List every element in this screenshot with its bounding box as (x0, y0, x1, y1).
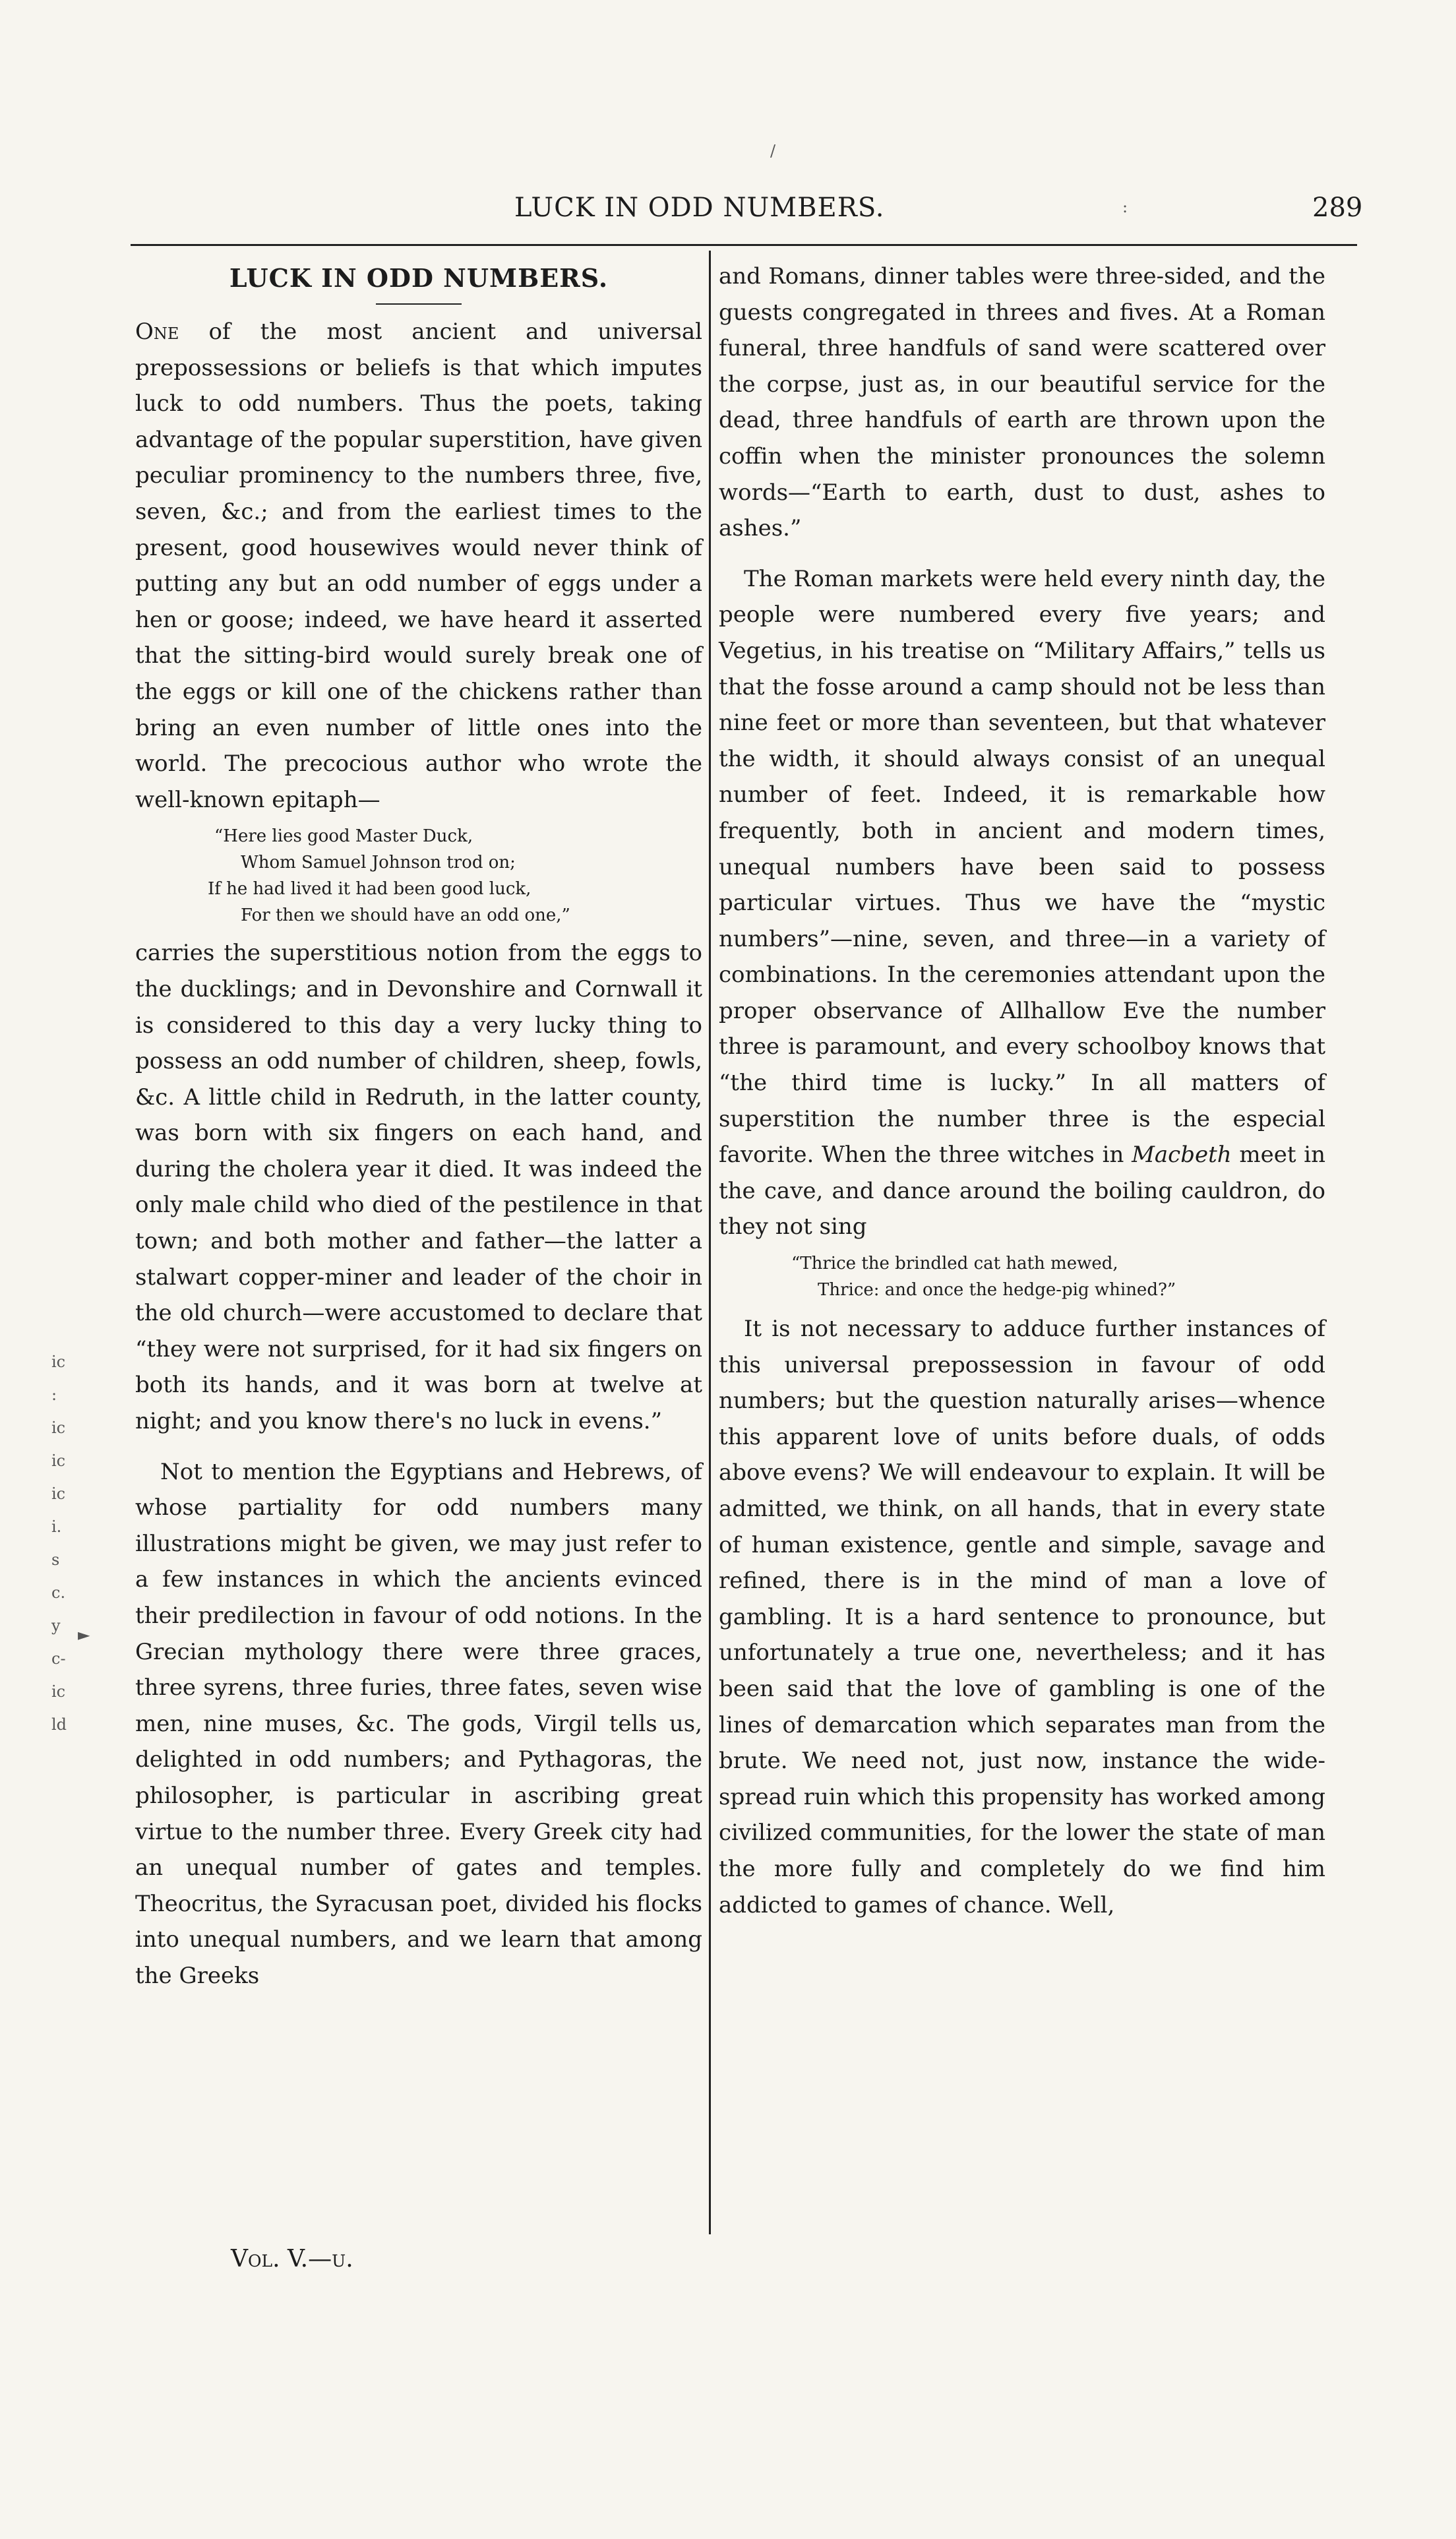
print-speck: ► (78, 1626, 90, 1644)
epitaph-verse (135, 823, 702, 929)
paragraph-romans: and Romans, dinner tables were three-sided, and the guests congregated in threes and fives. At a Roman funeral, three handfuls of sand were scattered over the corpse, just as, in our beautiful service for the dead, three handfuls of earth are thrown upon the coffin when the minister pronounces the solemn words—“Earth to earth, dust to dust, ashes to ashes.” (719, 263, 1325, 542)
margin-fragment: ic (51, 1682, 66, 1701)
margin-fragment: c- (51, 1649, 66, 1668)
italic-title: Macbeth (1132, 1142, 1232, 1169)
paragraph-devonshire: carries the superstitious notion from the eggs to the ducklings; and in Devonshire and Cornwall it is considered to this day a very lucky thing to possess an odd number of children, sheep, fowls, &c. A little child in Redruth, in the latter county, was born with six fingers on each hand, and during the cholera year it died. It was indeed the only male child who died of the pestilence in that town; and both mother and father—the latter a stalwart copper-miner and leader of the choir in the old church—were accustomed to declare that “they were not surprised, for it had six fingers on both its hands, and it was born at twelve at night; and you know there's no luck in evens.” (135, 940, 702, 1435)
verse-line: “Here lies good Master Duck, (214, 826, 473, 847)
volume-signature: Vol. V.—u. (231, 2246, 353, 2273)
header-rule (131, 244, 1357, 246)
margin-fragment: c. (51, 1583, 66, 1602)
paragraph-egyptians: Not to mention the Egyptians and Hebrews, of whose partiality for odd numbers many illustrations might be given, we may just refer to a few instances in which the ancients evinced their predilection in favour of odd notions. In the Grecian mythology there were three graces, three syrens, three furies, three fates, seven wise men, nine muses, &c. The gods, Virgil tells us, delighted in odd numbers; and Pythagoras, the philosopher, is particular in ascribing great virtue to the number three. Every Greek city had an unequal number of gates and temples. Theocritus, the Syracusan poet, divided his flocks into unequal numbers, and we learn that among the Greeks (135, 1458, 702, 1989)
running-head: LUCK IN ODD NUMBERS. (514, 193, 885, 223)
page-number: 289 (1312, 193, 1363, 223)
verse-line: Whom Samuel Johnson trod on; (241, 853, 516, 873)
margin-fragment: y (51, 1616, 61, 1635)
article-title: LUCK IN ODD NUMBERS. (229, 263, 609, 293)
verse-line: If he had lived it had been good luck, (208, 879, 531, 900)
dropcap-word: One (135, 319, 179, 345)
margin-fragment: s (51, 1550, 60, 1569)
left-column (135, 259, 702, 1994)
margin-fragment: ic (51, 1484, 66, 1503)
title-rule (376, 303, 462, 305)
print-speck: / (770, 142, 776, 160)
margin-fragment: ic (51, 1353, 66, 1371)
verse-line: For then we should have an odd one,” (241, 905, 570, 926)
verse-line: “Thrice the brindled cat hath mewed, (791, 1254, 1118, 1274)
paragraph-gambling: It is not necessary to adduce further instances of this universal prepossession in favour of odd numbers; but the question naturally arises—whence this apparent love of units before duals, of odds above evens? We will endeavour to explain. It will be admitted, we think, on all hands, that in every state of human existence, gentle and simple, savage and refined, there is in the mind of man a love of gambling. It is a hard sentence to pronounce, but unfortunately a true one, nevertheless; and it has been said that the love of gambling is one of the lines of demarcation which separates man from the brute. We need not, just now, instance the wide-spread ruin which this propensity has worked among civilized communities, for the lower the state of man the more fully and completely do we find him addicted to games of chance. Well, (719, 1316, 1325, 1918)
witches-verse (719, 1250, 1325, 1303)
margin-fragment: ic (51, 1419, 66, 1437)
margin-fragment: ic (51, 1452, 66, 1470)
verse-line: Thrice: and once the hedge-pig whined?” (818, 1280, 1176, 1300)
margin-fragments (51, 1345, 67, 1741)
column-divider (709, 251, 711, 2234)
right-column (719, 259, 1325, 1923)
paragraph-markets (719, 561, 1325, 1245)
margin-fragment: : (51, 1386, 57, 1404)
paragraph-text: The Roman markets were held every ninth day, the people were numbered every five years; and Vegetius, in his treatise on “Military Affairs,” tells us that the fosse around a camp should not be less than nine feet or more than seventeen, but that whatever the width, it should always consist of an unequal number of feet. Indeed, it is remarkable how frequently, both in ancient and modern times, unequal numbers have been said to possess particular virtues. Thus we have the “mystic numbers”—nine, seven, and three—in a variety of combinations. In the ceremonies attendant upon the proper observance of Allhallow Eve the number three is paramount, and every schoolboy knows that “the third time is lucky.” In all matters of superstition the number three is the especial favorite. When the three witches in (719, 565, 1325, 1169)
paragraph-text: of the most ancient and universal prepossessions or beliefs is that which imputes luck to odd numbers. Thus the poets, taking advantage of the popular superstition, have given peculiar prominency to the numbers three, five, seven, &c.; and from the earliest times to the present, good housewives would never think of putting any but an odd number of eggs under a hen or goose; indeed, we have heard it asserted that the sitting-bird would surely break one of the eggs or kill one of the chickens rather than bring an even number of little ones into the world. The precocious author who wrote the well-known epitaph— (135, 319, 702, 813)
print-speck: : (1122, 198, 1128, 216)
paragraph-opening (135, 314, 702, 818)
margin-fragment: i. (51, 1517, 62, 1536)
margin-fragment: ld (51, 1715, 67, 1734)
paragraph-text: meet in the cave, and dance around the boiling cauldron, do they not sing (719, 1142, 1325, 1240)
